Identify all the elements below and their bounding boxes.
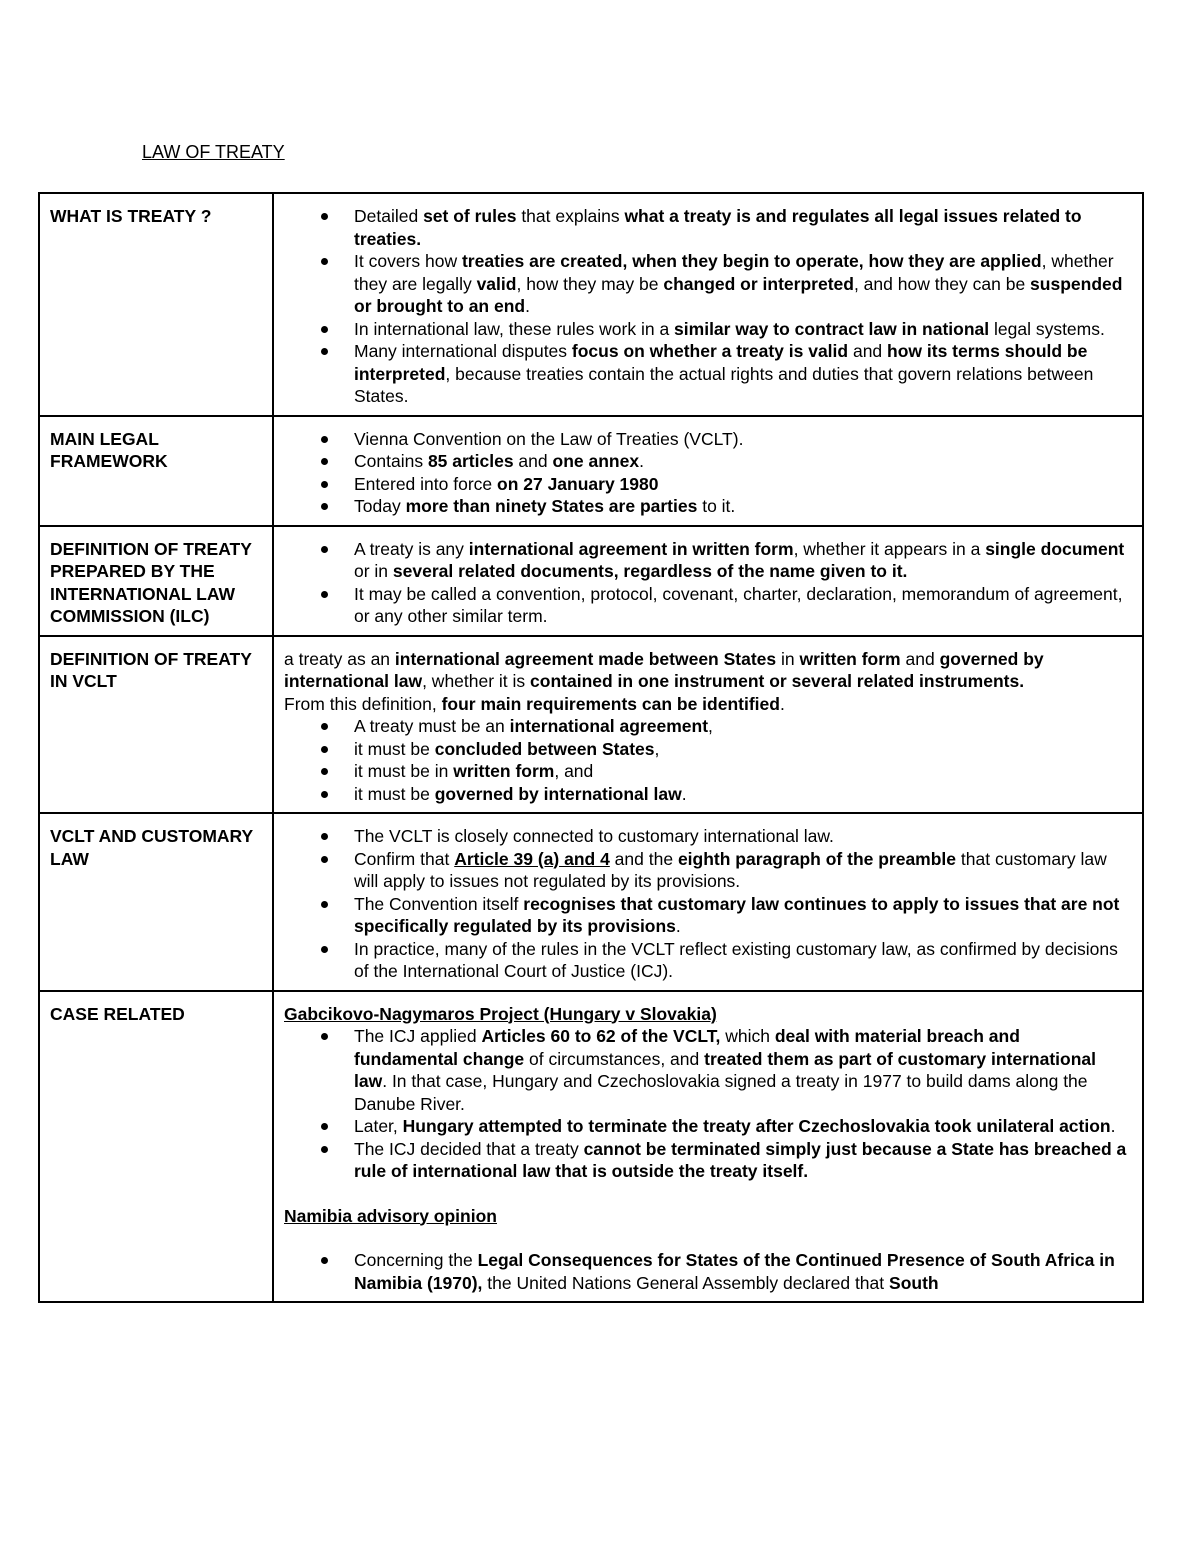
table-row: [39, 193, 1143, 416]
list-item: In international law, these rules work in a similar way to contract law in national legal systems.: [354, 318, 1128, 341]
bullet-list: [284, 538, 1128, 628]
row-label: DEFINITION OF TREATY IN VCLT: [39, 636, 273, 814]
table-row: [39, 636, 1143, 814]
row-content: [273, 193, 1143, 416]
list-item: Contains 85 articles and one annex.: [354, 450, 1128, 473]
list-item: it must be in written form, and: [354, 760, 1128, 783]
list-item: Later, Hungary attempted to terminate the treaty after Czechoslovakia took unilateral action.: [354, 1115, 1128, 1138]
list-item: it must be concluded between States,: [354, 738, 1128, 761]
bullet-list: [284, 715, 1128, 805]
table-row: [39, 991, 1143, 1303]
requirements-intro: From this definition, four main requirements can be identified.: [284, 693, 785, 714]
bullet-list: [284, 1025, 1128, 1183]
list-item: The ICJ decided that a treaty cannot be terminated simply just because a State has breached a rule of international law that is outside the treaty itself.: [354, 1138, 1127, 1181]
list-item: It covers how treaties are created, when they begin to operate, how they are applied, whether they are legally valid, how they may be changed or interpreted, and how they can be suspended or brought to an end.: [354, 250, 1128, 318]
case-heading: Gabcikovo-Nagymaros Project (Hungary v Slovakia): [284, 1003, 717, 1024]
row-label: WHAT IS TREATY ?: [39, 193, 273, 416]
bullet-list: [284, 1249, 1128, 1294]
article-reference: Article 39 (a) and 4: [454, 848, 610, 869]
list-item: Today more than ninety States are parties to it.: [354, 495, 1128, 518]
row-content: [273, 416, 1143, 526]
table-row: [39, 416, 1143, 526]
list-item: The Convention itself recognises that customary law continues to apply to issues that are not specifically regulated by its provisions.: [354, 893, 1128, 938]
row-label: VCLT AND CUSTOMARY LAW: [39, 813, 273, 991]
bullet-list: [284, 205, 1128, 408]
row-content: [273, 636, 1143, 814]
list-item: Detailed set of rules that explains what a treaty is and regulates all legal issues related to treaties.: [354, 205, 1128, 250]
list-item: It may be called a convention, protocol, covenant, charter, declaration, memorandum of agreement, or any other similar term.: [354, 583, 1128, 628]
table-row: [39, 526, 1143, 636]
row-content: [273, 991, 1143, 1303]
list-item: Concerning the Legal Consequences for States of the Continued Presence of South Africa in Namibia (1970), the United Nations General Assembly declared that South: [354, 1249, 1128, 1294]
row-content: [273, 813, 1143, 991]
list-item: A treaty must be an international agreement,: [354, 715, 1128, 738]
bullet-list: [284, 428, 1128, 518]
row-label: CASE RELATED: [39, 991, 273, 1303]
list-item: Confirm that Article 39 (a) and 4 and the eighth paragraph of the preamble that customary law will apply to issues not regulated by its provisions.: [354, 848, 1128, 893]
bullet-list: [284, 825, 1128, 983]
list-item: The ICJ applied Articles 60 to 62 of the VCLT, which deal with material breach and fundamental change of circumstances, and treated them as part of customary international law. In that case, Hungary and Czechoslovakia signed a treaty in 1977 to build dams along the Danube River.: [354, 1025, 1128, 1115]
list-item: Entered into force on 27 January 1980: [354, 473, 1128, 496]
row-label: DEFINITION OF TREATY PREPARED BY THE INTERNATIONAL LAW COMMISSION (ILC): [39, 526, 273, 636]
case-heading: Namibia advisory opinion: [284, 1205, 497, 1226]
definition-paragraph: a treaty as an international agreement made between States in written form and governed by international law, whether it is contained in one instrument or several related instruments.: [284, 648, 1044, 691]
list-item: Vienna Convention on the Law of Treaties (VCLT).: [354, 428, 1128, 451]
table-row: [39, 813, 1143, 991]
page-title: LAW OF TREATY: [142, 142, 285, 162]
treaty-table: [38, 192, 1144, 1303]
list-item: it must be governed by international law.: [354, 783, 1128, 806]
list-item: In practice, many of the rules in the VCLT reflect existing customary law, as confirmed by decisions of the International Court of Justice (ICJ).: [354, 938, 1128, 983]
list-item: Many international disputes focus on whether a treaty is valid and how its terms should be interpreted, because treaties contain the actual rights and duties that govern relations between States.: [354, 340, 1128, 408]
list-item: The VCLT is closely connected to customary international law.: [354, 825, 1128, 848]
list-item: A treaty is any international agreement in written form, whether it appears in a single document or in several related documents, regardless of the name given to it.: [354, 538, 1128, 583]
row-content: [273, 526, 1143, 636]
row-label: MAIN LEGAL FRAMEWORK: [39, 416, 273, 526]
